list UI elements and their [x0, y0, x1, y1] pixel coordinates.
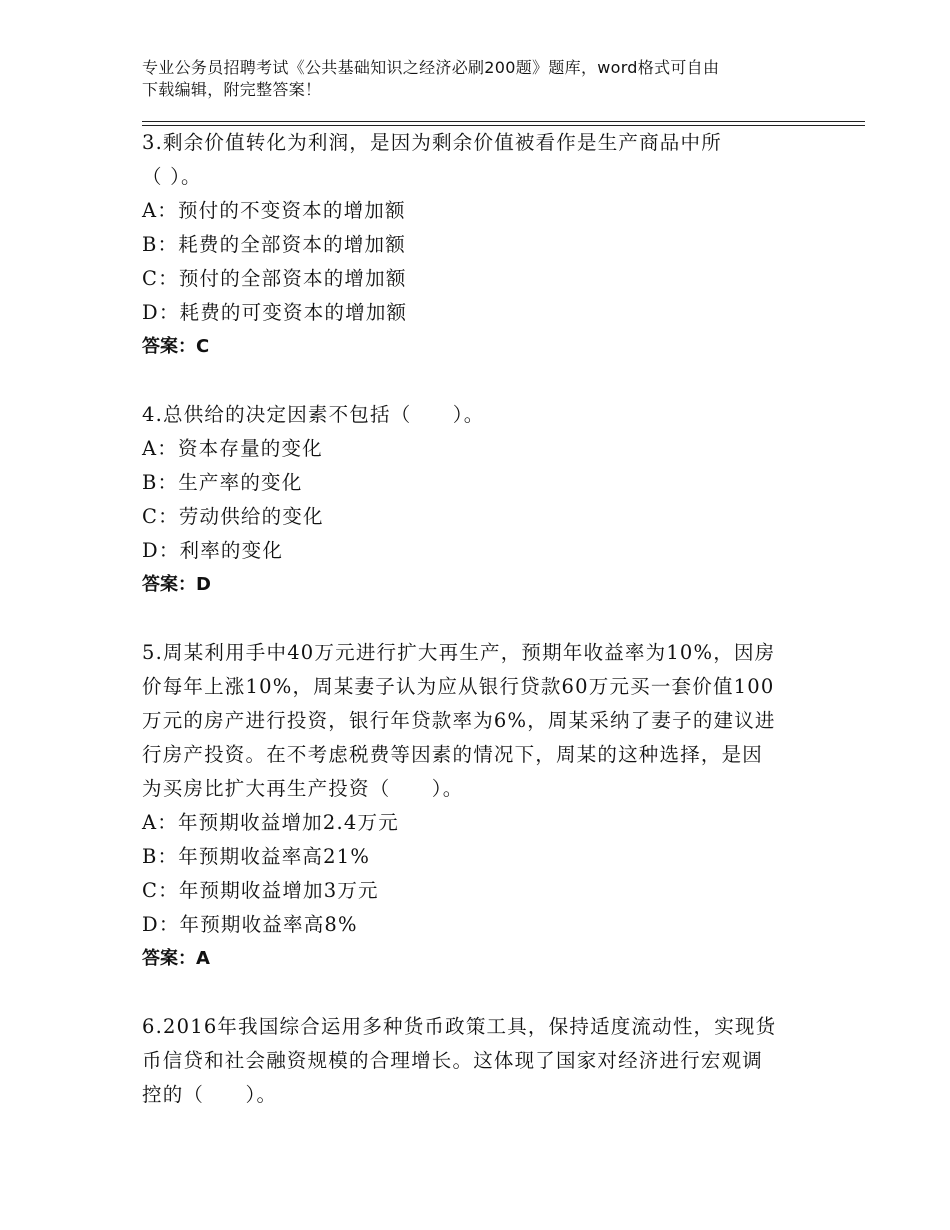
question-stem-line: 币信贷和社会融资规模的合理增长。这体现了国家对经济进行宏观调 — [142, 1049, 764, 1072]
question-stem-line: 万元的房产进行投资，银行年贷款率为6%，周某采纳了妻子的建议进 — [142, 709, 776, 732]
option-c: C：预付的全部资本的增加额 — [142, 267, 407, 290]
option-a: A：预付的不变资本的增加额 — [142, 199, 406, 222]
answer-line: 答案：C — [142, 336, 210, 357]
option-d: D：利率的变化 — [142, 539, 284, 562]
option-b: B：年预期收益率高21% — [142, 845, 371, 868]
option-c: C：年预期收益增加3万元 — [142, 879, 379, 902]
question-stem-line: 为买房比扩大再生产投资（ ）。 — [142, 777, 464, 800]
question-stem-line: （ ）。 — [142, 165, 202, 188]
question-3 — [142, 126, 842, 364]
option-b: B：耗费的全部资本的增加额 — [142, 233, 406, 256]
answer-line: 答案：D — [142, 574, 211, 595]
option-b: B：生产率的变化 — [142, 471, 303, 494]
question-4 — [142, 398, 842, 602]
option-a: A：资本存量的变化 — [142, 437, 323, 460]
header-line-2: 下载编辑，附完整答案！ — [142, 80, 322, 99]
answer-line: 答案：A — [142, 948, 210, 969]
option-a: A：年预期收益增加2.4万元 — [142, 811, 399, 834]
question-stem-line: 行房产投资。在不考虑税费等因素的情况下，周某的这种选择，是因 — [142, 743, 764, 766]
document-header — [142, 57, 822, 101]
header-line-1: 专业公务员招聘考试《公共基础知识之经济必刷200题》题库，word格式可自由 — [142, 58, 720, 77]
option-d: D：耗费的可变资本的增加额 — [142, 301, 408, 324]
question-list — [142, 126, 842, 1112]
question-stem-line: 5.周某利用手中40万元进行扩大再生产，预期年收益率为10%，因房 — [142, 641, 776, 664]
question-6 — [142, 1010, 842, 1112]
question-stem-line: 价每年上涨10%，周某妻子认为应从银行贷款60万元买一套价值100 — [142, 675, 775, 698]
option-d: D：年预期收益率高8% — [142, 913, 358, 936]
question-stem-line: 6.2016年我国综合运用多种货币政策工具，保持适度流动性，实现货 — [142, 1015, 777, 1038]
question-5 — [142, 636, 842, 976]
spacer — [142, 976, 842, 1010]
question-stem-line: 4.总供给的决定因素不包括（ ）。 — [142, 403, 485, 426]
option-c: C：劳动供给的变化 — [142, 505, 324, 528]
spacer — [142, 602, 842, 636]
question-stem-line: 控的（ ）。 — [142, 1083, 278, 1106]
spacer — [142, 364, 842, 398]
header-divider-top — [142, 121, 865, 122]
question-stem-line: 3.剩余价值转化为利润，是因为剩余价值被看作是生产商品中所 — [142, 131, 722, 154]
